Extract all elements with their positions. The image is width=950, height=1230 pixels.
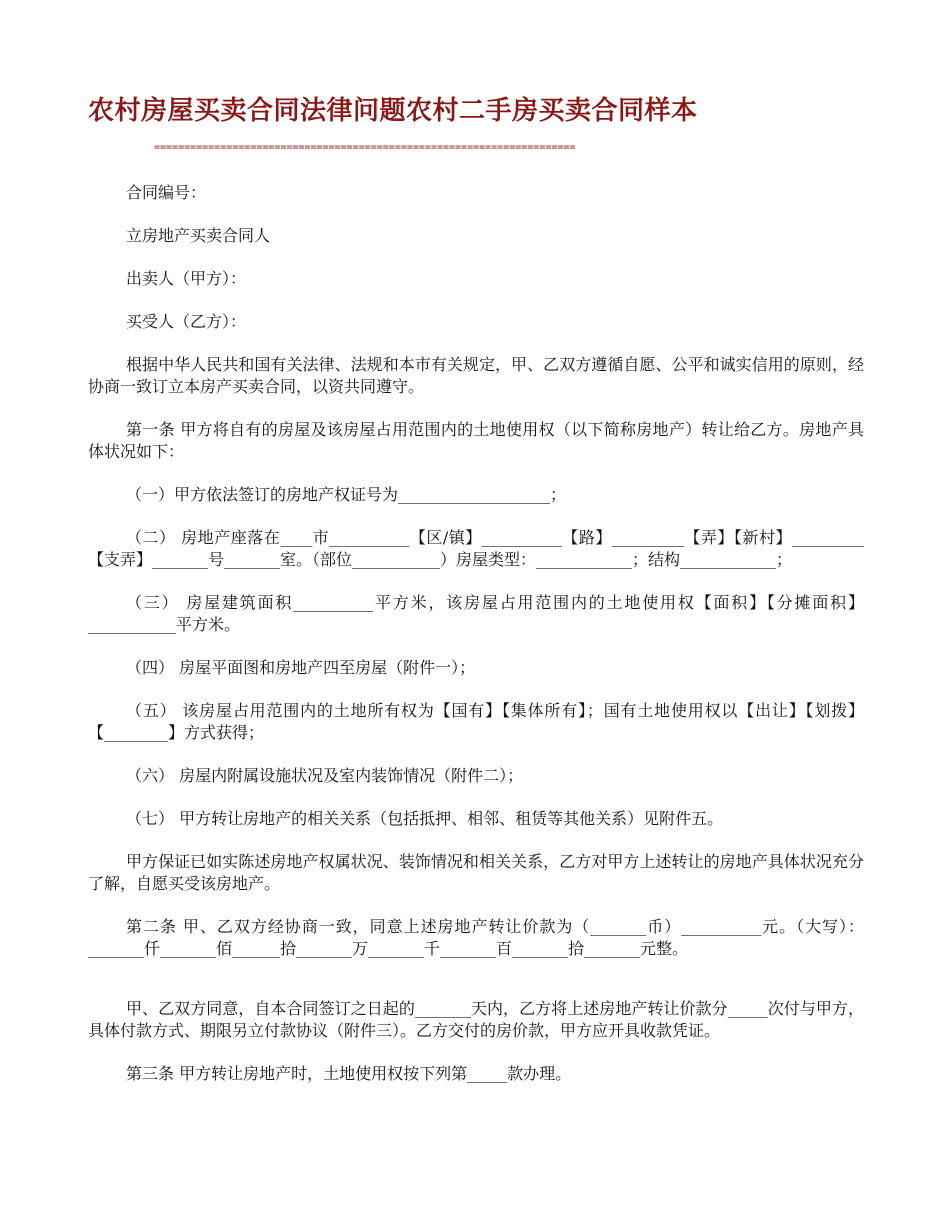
paragraph-preamble: 根据中华人民共和国有关法律、法规和本市有关规定，甲、乙双方遵循自愿、公平和诚实信用的原则，经协商一致订立本房产买卖合同，以资共同遵守。: [88, 355, 864, 396]
paragraph-item-7: （七） 甲方转让房地产的相关关系（包括抵押、相邻、租赁等其他关系）见附件五。: [126, 809, 724, 828]
title-separator: ======================================================================: [154, 142, 576, 153]
paragraph-item-2: （二） 房地产座落在____市__________【区/镇】__________【路】_________【弄】【新村】_________【支弄】_______号_______室。（部位___________）房屋类型：____________；结构____________；: [88, 528, 864, 569]
paragraph-seller-guarantee: 甲方保证已如实陈述房地产权属状况、装饰情况和相关关系，乙方对甲方上述转让的房地产具体状况充分了解，自愿买受该房地产。: [88, 852, 864, 893]
paragraph-parties-heading: 立房地产买卖合同人: [126, 226, 271, 245]
paragraph-payment-terms: 甲、乙双方同意，自本合同签订之日起的_______天内，乙方将上述房地产转让价款分_____次付与甲方，具体付款方式、期限另立付款协议（附件三）。乙方交付的房价款，甲方应开具收款凭证。: [88, 999, 864, 1040]
document-title: 农村房屋买卖合同法律问题农村二手房买卖合同样本: [88, 96, 698, 126]
paragraph-seller: 出卖人（甲方）：: [126, 269, 247, 288]
paragraph-article-3: 第三条 甲方转让房地产时，土地使用权按下列第_____款办理。: [126, 1064, 572, 1083]
paragraph-item-3: （三） 房屋建筑面积__________平方米，该房屋占用范围内的土地使用权【面积】【分摊面积】___________平方米。: [88, 593, 864, 634]
paragraph-item-1: （一）甲方依法签订的房地产权证号为___________________；: [126, 485, 567, 504]
paragraph-item-5: （五） 该房屋占用范围内的土地所有权为【国有】【集体所有】；国有土地使用权以【出让】【划拨】【________】方式获得；: [88, 701, 864, 742]
paragraph-buyer: 买受人（乙方）：: [126, 312, 247, 331]
paragraph-item-4: （四） 房屋平面图和房地产四至房屋（附件一）；: [126, 658, 476, 677]
document-body: [88, 182, 864, 1106]
paragraph-item-6: （六） 房屋内附属设施状况及室内装饰情况（附件二）；: [126, 766, 524, 785]
paragraph-article-2: 第二条 甲、乙双方经协商一致，同意上述房地产转让价款为（_______币）__________元。（大写）：_______仟_______佰______拾_______万_______千_______百_______拾_______元整。: [88, 917, 864, 958]
paragraph-article-1: 第一条 甲方将自有的房屋及该房屋占用范围内的土地使用权（以下简称房地产）转让给乙方。房地产具体状况如下：: [88, 420, 864, 461]
paragraph-contract-number: 合同编号：: [126, 183, 207, 202]
